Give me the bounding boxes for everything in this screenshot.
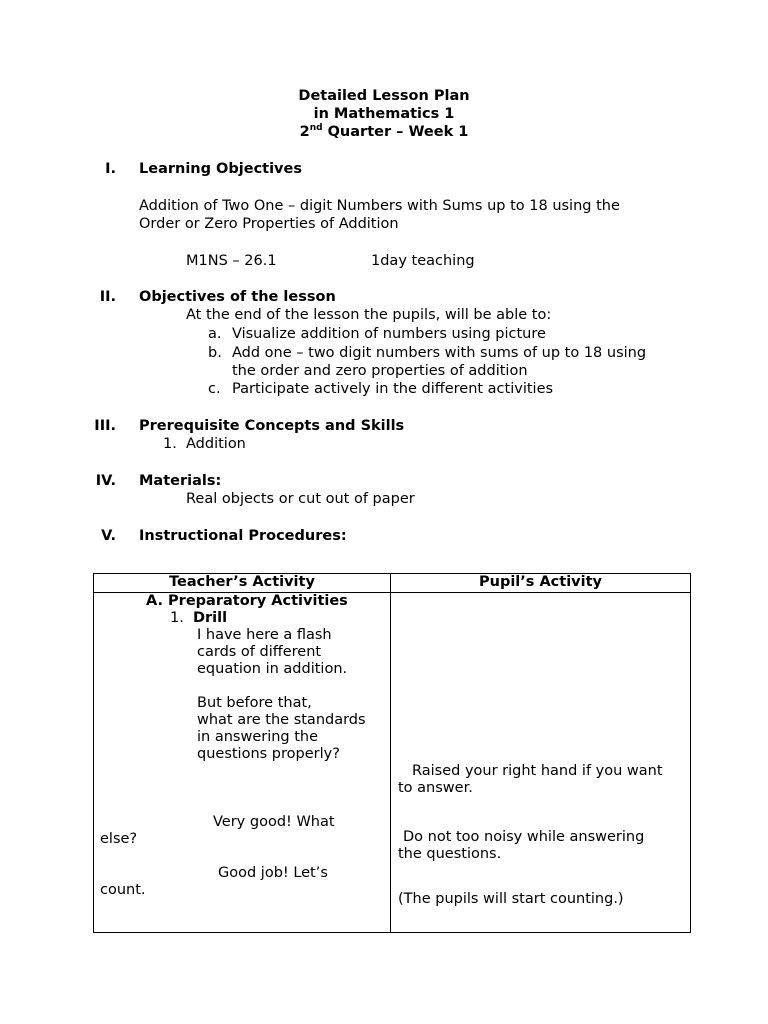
quarter-week-line [0, 123, 768, 141]
section-2-numeral: II. [99, 289, 116, 305]
table-row [94, 593, 691, 933]
materials-text: Real objects or cut out of paper [186, 491, 415, 507]
table-header-row [94, 574, 691, 593]
activities-table [93, 573, 691, 933]
section-1-numeral: I. [105, 161, 116, 177]
objective-a-marker: a. [208, 326, 222, 342]
quarter-ordinal-suffix: nd [309, 123, 323, 133]
objective-b-marker: b. [208, 345, 222, 361]
very-good-line-2: else? [100, 831, 138, 847]
objective-b-text-line-2: the order and zero properties of addition [232, 363, 528, 379]
section-1-paragraph-line-1: Addition of Two One – digit Numbers with Sums up to 18 using the [139, 198, 620, 214]
pupil-response-2-line-2: the questions. [398, 846, 502, 862]
pupil-activity-cell [391, 593, 691, 933]
standards-line-1: But before that, [197, 695, 312, 711]
teacher-activity-cell [94, 593, 391, 933]
standards-line-3: in answering the [197, 729, 319, 745]
objective-b-text-line-1: Add one – two digit numbers with sums of up to 18 using [232, 345, 647, 361]
good-job-line-2: count. [100, 882, 146, 898]
document-subtitle: in Mathematics 1 [313, 106, 455, 122]
section-1-paragraph-line-2: Order or Zero Properties of Addition [139, 216, 399, 232]
document-title: Detailed Lesson Plan [298, 88, 470, 104]
standards-line-2: what are the standards [197, 712, 366, 728]
objective-c-marker: c. [208, 381, 221, 397]
teacher-activity-header: Teacher’s Activity [94, 574, 391, 593]
section-5-heading: Instructional Procedures: [139, 528, 347, 544]
pupil-response-3: (The pupils will start counting.) [398, 891, 624, 907]
section-2-heading: Objectives of the lesson [139, 289, 336, 305]
prerequisite-marker: 1. [163, 436, 177, 452]
section-2-intro: At the end of the lesson the pupils, will be able to: [186, 307, 552, 323]
very-good-line-1: Very good! What [213, 814, 335, 830]
preparatory-activities-title: A. Preparatory Activities [146, 593, 348, 609]
quarter-number: 2 [299, 124, 310, 140]
section-3-heading: Prerequisite Concepts and Skills [139, 418, 405, 434]
standards-line-4: questions properly? [197, 746, 340, 762]
section-1-heading: Learning Objectives [139, 161, 302, 177]
quarter-week-text: Quarter – Week 1 [322, 124, 469, 140]
pupil-response-1-line-1: Raised your right hand if you want [412, 763, 663, 779]
section-5-numeral: V. [101, 528, 116, 544]
drill-marker: 1. [170, 610, 184, 626]
flash-cards-line-2: cards of different [197, 644, 322, 660]
pupil-response-2-line-1: Do not too noisy while answering [403, 829, 645, 845]
section-3-numeral: III. [94, 418, 116, 434]
flash-cards-line-1: I have here a flash [197, 627, 332, 643]
pupil-response-1-line-2: to answer. [398, 780, 473, 796]
competency-code: M1NS – 26.1 [186, 253, 277, 269]
objective-a-text: Visualize addition of numbers using picture [232, 326, 546, 342]
prerequisite-item: Addition [186, 436, 246, 452]
good-job-line-1: Good job! Let’s [218, 865, 328, 881]
section-4-heading: Materials: [139, 473, 222, 489]
drill-label: Drill [193, 610, 228, 626]
objective-c-text: Participate actively in the different activities [232, 381, 554, 397]
flash-cards-line-3: equation in addition. [197, 661, 348, 677]
teaching-duration: 1day teaching [371, 253, 475, 269]
pupil-activity-header: Pupil’s Activity [391, 574, 691, 593]
section-4-numeral: IV. [95, 473, 116, 489]
